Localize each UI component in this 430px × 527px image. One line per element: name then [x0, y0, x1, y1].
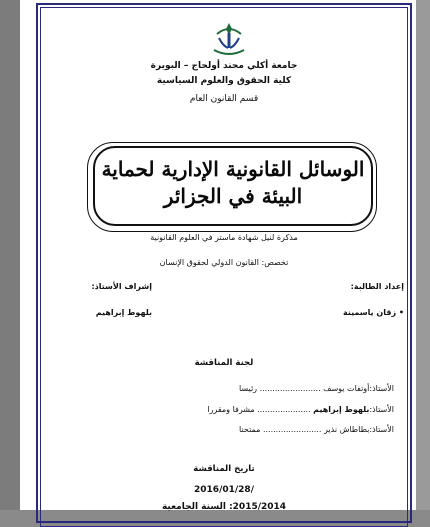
- jury-member-name: بلهوط إبراهيم: [313, 405, 370, 414]
- department-name: قسم القانون العام: [189, 94, 259, 104]
- jury-member-prefix: الأستاذ:: [369, 425, 394, 434]
- defense-date: 2016/01/28/: [194, 485, 254, 495]
- faculty-name: كلية الحقوق والعلوم السياسية: [156, 76, 292, 86]
- jury-member-prefix: الأستاذ:: [369, 384, 394, 393]
- supervisor-name: بلهوط إبراهيم: [95, 308, 152, 317]
- academic-year: 2015/2014: السنة الجامعية: [161, 502, 287, 512]
- jury-title: لجنة المناقشة: [194, 358, 254, 368]
- jury-member: [60, 405, 394, 414]
- jury-member: [60, 425, 394, 434]
- thesis-title: [95, 156, 371, 210]
- student-name: • زقان ياسمينة: [343, 308, 404, 317]
- jury-member-prefix: الأستاذ:: [369, 405, 394, 414]
- jury-member: [60, 384, 394, 393]
- university-logo-icon: [209, 20, 249, 58]
- document-page: [20, 0, 416, 510]
- memo-description: مذكرة لنيل شهادة ماستر في العلوم القانونية: [150, 233, 298, 242]
- jury-member-role: رئيسا: [238, 384, 258, 393]
- defense-date-label: تاريخ المناقشة: [193, 464, 255, 474]
- jury-member-name: أوتفات يوسف: [323, 384, 370, 393]
- jury-member-dots: .......................: [262, 425, 322, 434]
- jury-member-dots: ........................: [259, 384, 321, 393]
- title-frame: [93, 146, 373, 226]
- jury-member-role: مشرفا ومقررا: [207, 405, 255, 414]
- jury-member-name: بطاطاش نذير: [323, 425, 370, 434]
- jury-member-dots: .....................: [257, 405, 311, 414]
- thesis-title-line1: الوسائل القانونية الإدارية لحماية: [101, 157, 365, 181]
- page-shadow: [0, 0, 20, 510]
- viewer-background: [416, 0, 430, 510]
- supervisor-label: إشراف الأستاذ:: [91, 282, 152, 291]
- jury-member-role: ممتحنا: [239, 425, 261, 434]
- prepared-by-label: إعداد الطالبة:: [350, 282, 404, 291]
- university-name: جامعة أكلي محند أولحاج – البويرة: [150, 61, 298, 71]
- thesis-title-line2: البيئة في الجزائر: [163, 184, 303, 208]
- specialization: تخصص: القانون الدولي لحقوق الإنسان: [159, 258, 289, 267]
